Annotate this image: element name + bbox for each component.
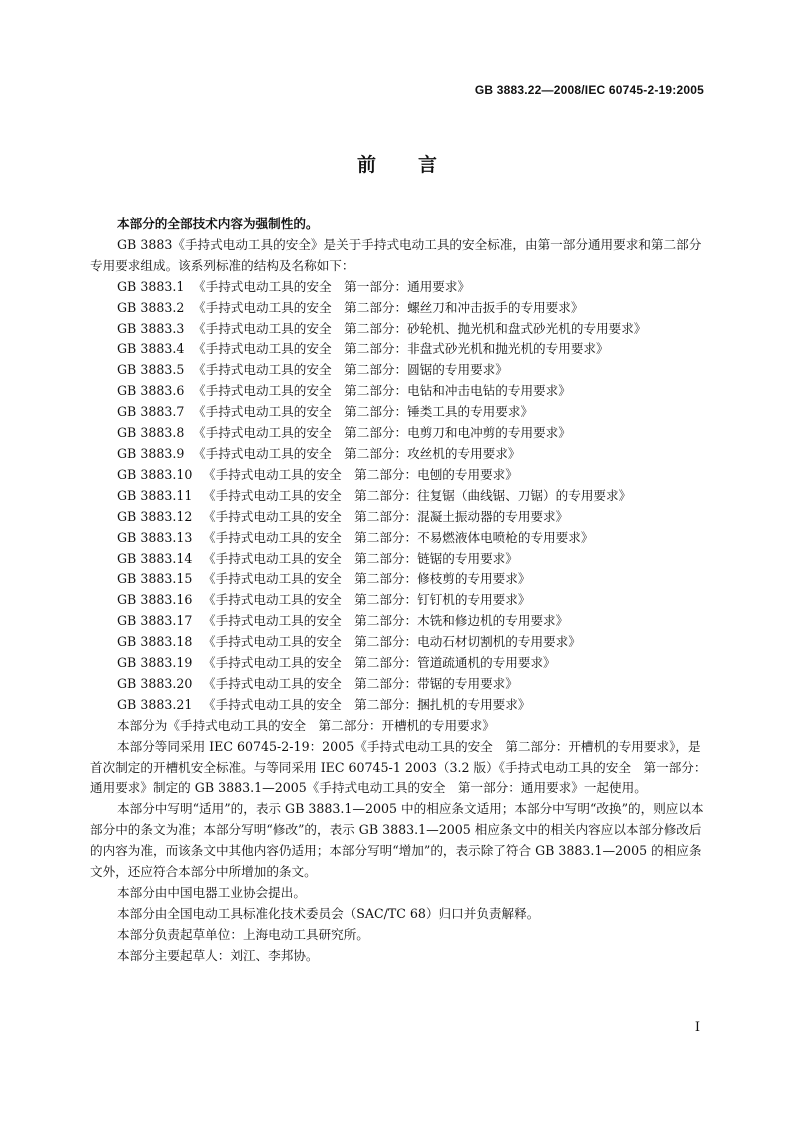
series-code: GB 3883.14 — [117, 550, 193, 566]
series-code: GB 3883.4 — [117, 341, 185, 357]
series-title: 《手持式电动工具的安全 第二部分：电钻和冲击电钻的专用要求》 — [193, 383, 571, 399]
series-title: 《手持式电动工具的安全 第二部分：链锯的专用要求》 — [203, 550, 518, 566]
series-title: 《手持式电动工具的安全 第二部分：电剪刀和电冲剪的专用要求》 — [193, 425, 571, 441]
managed-by: 本部分由全国电动工具标准化技术委员会（SAC/TC 68）归口并负责解释。 — [117, 905, 540, 921]
series-list-item — [90, 486, 708, 507]
series-list-item — [90, 528, 708, 549]
series-title: 《手持式电动工具的安全 第二部分：电刨的专用要求》 — [203, 466, 518, 482]
series-code: GB 3883.3 — [117, 320, 185, 336]
series-list-item — [90, 611, 708, 632]
this-part-paragraph: 本部分为《手持式电动工具的安全 第二部分：开槽机的专用要求》 — [117, 717, 495, 733]
series-list-item — [90, 549, 708, 570]
series-code: GB 3883.15 — [117, 571, 193, 587]
series-title: 《手持式电动工具的安全 第二部分：砂轮机、抛光机和盘式砂光机的专用要求》 — [193, 320, 647, 336]
series-code: GB 3883.9 — [117, 445, 185, 461]
series-title: 《手持式电动工具的安全 第二部分：螺丝刀和冲击扳手的专用要求》 — [193, 299, 584, 315]
series-list-item — [90, 674, 708, 695]
foreword-body — [90, 214, 708, 967]
drafting-unit: 本部分负责起草单位：上海电动工具研究所。 — [117, 926, 369, 942]
series-title: 《手持式电动工具的安全 第二部分：修枝剪的专用要求》 — [203, 571, 531, 587]
series-list-item — [90, 360, 708, 381]
series-list-item — [90, 632, 708, 653]
series-code: GB 3883.21 — [117, 696, 193, 712]
series-title: 《手持式电动工具的安全 第二部分：带锯的专用要求》 — [203, 675, 518, 691]
series-code: GB 3883.20 — [117, 675, 193, 691]
series-title: 《手持式电动工具的安全 第二部分：往复锯（曲线锯、刀锯）的专用要求》 — [203, 487, 632, 503]
series-code: GB 3883.16 — [117, 592, 193, 608]
series-code: GB 3883.5 — [117, 362, 185, 378]
page-number: I — [694, 1020, 700, 1035]
series-list-item — [90, 590, 708, 611]
series-title: 《手持式电动工具的安全 第二部分：不易燃液体电喷枪的专用要求》 — [203, 529, 594, 545]
series-list-item — [90, 507, 708, 528]
series-code: GB 3883.13 — [117, 529, 193, 545]
title-char-2: 言 — [418, 154, 438, 176]
series-list-item — [90, 695, 708, 716]
series-title: 《手持式电动工具的安全 第二部分：非盘式砂光机和抛光机的专用要求》 — [193, 341, 609, 357]
series-title: 《手持式电动工具的安全 第二部分：木铣和修边机的专用要求》 — [203, 613, 569, 629]
series-code: GB 3883.7 — [117, 404, 185, 420]
series-list-item — [90, 319, 708, 340]
series-list-item — [90, 423, 708, 444]
mandatory-statement: 本部分的全部技术内容为强制性的。 — [117, 216, 319, 231]
series-code: GB 3883.12 — [117, 508, 193, 524]
series-title: 《手持式电动工具的安全 第二部分：攻丝机的专用要求》 — [193, 445, 521, 461]
series-code: GB 3883.6 — [117, 383, 185, 399]
series-title: 《手持式电动工具的安全 第二部分：圆锯的专用要求》 — [193, 362, 508, 378]
series-code: GB 3883.19 — [117, 655, 193, 671]
adoption-paragraph: 本部分等同采用 IEC 60745-2-19：2005《手持式电动工具的安全 第二部分：开槽机的专用要求》，是首次制定的开槽机安全标准。与等同采用 IEC 60745-1 2003（3.2 版）《手持式电动工具的安全 第一部分：通用要求》制定的 GB 3883.1—2005《手持式电动工具的安全 第一部分：通用要求》一起使用。 — [90, 738, 707, 796]
series-title: 《手持式电动工具的安全 第二部分：锤类工具的专用要求》 — [193, 404, 534, 420]
series-title: 《手持式电动工具的安全 第二部分：电动石材切割机的专用要求》 — [203, 634, 581, 650]
standard-number-header: GB 3883.22—2008/IEC 60745-2-19:2005 — [474, 83, 704, 97]
series-code: GB 3883.17 — [117, 613, 193, 629]
series-list-item — [90, 298, 708, 319]
series-code: GB 3883.1 — [117, 278, 185, 294]
series-code: GB 3883.2 — [117, 299, 185, 315]
drafters: 本部分主要起草人：刘江、李邦协。 — [117, 947, 319, 963]
series-title: 《手持式电动工具的安全 第一部分：通用要求》 — [193, 278, 471, 294]
series-code: GB 3883.18 — [117, 634, 193, 650]
series-list-item — [90, 339, 708, 360]
series-title: 《手持式电动工具的安全 第二部分：捆扎机的专用要求》 — [203, 696, 531, 712]
intro-paragraph: GB 3883《手持式电动工具的安全》是关于手持式电动工具的安全标准，由第一部分通用要求和第二部分专用要求组成。该系列标准的结构及名称如下： — [90, 236, 702, 273]
proposed-by: 本部分由中国电器工业协会提出。 — [117, 885, 306, 900]
series-list — [90, 277, 708, 716]
series-list-item — [90, 381, 708, 402]
series-list-item — [90, 569, 708, 590]
series-list-item — [90, 444, 708, 465]
series-title: 《手持式电动工具的安全 第二部分：钉钉机的专用要求》 — [203, 592, 531, 608]
series-code: GB 3883.11 — [117, 487, 193, 503]
series-list-item — [90, 653, 708, 674]
title-char-1: 前 — [356, 154, 376, 176]
usage-paragraph: 本部分中写明“适用”的，表示 GB 3883.1—2005 中的相应条文适用；本部分中写明“改换”的，则应以本部分中的条文为准；本部分写明“修改”的，表示 GB 3883.1—2005 相应条文中的相关内容应以本部分修改后的内容为准，而该条文中其他内容仍适用；本部分写明“增加”的，表示除了符合 GB 3883.1—2005 的相应条文外，还应符合本部分中所增加的条文。 — [90, 801, 704, 880]
page-title — [0, 150, 794, 177]
series-code: GB 3883.10 — [117, 466, 193, 482]
series-title: 《手持式电动工具的安全 第二部分：管道疏通机的专用要求》 — [203, 655, 556, 671]
series-list-item — [90, 277, 708, 298]
series-code: GB 3883.8 — [117, 425, 185, 441]
series-list-item — [90, 465, 708, 486]
series-list-item — [90, 402, 708, 423]
series-title: 《手持式电动工具的安全 第二部分：混凝土振动器的专用要求》 — [203, 508, 569, 524]
